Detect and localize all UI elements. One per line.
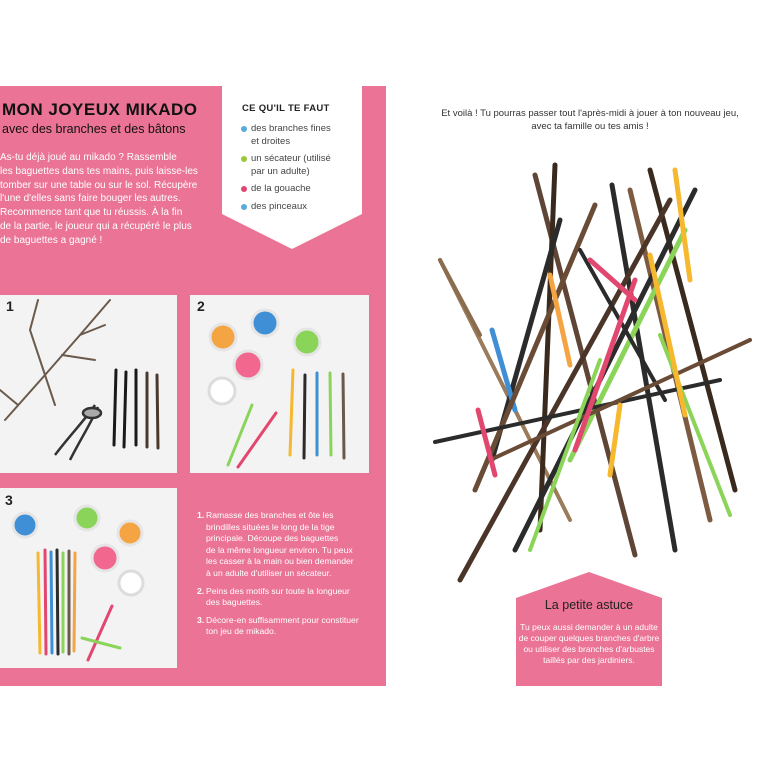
materials-item-line: des branches fines [251, 123, 331, 134]
materials-item-line: des pinceaux [251, 201, 307, 212]
branch-and-pruner-illustration [0, 295, 177, 473]
step-index: 3. [197, 614, 205, 625]
step-2-photo [190, 295, 369, 473]
instructions-list [197, 510, 369, 644]
materials-item-line: un sécateur (utilisé [251, 153, 331, 164]
step-text-line: Décore-en suffisamment pour constituer [206, 614, 359, 625]
step-number: 2 [197, 298, 205, 314]
mikado-sticks-photo [420, 160, 760, 600]
page-title: MON JOYEUX MIKADO [2, 100, 198, 119]
step-text-line: Ramasse des branches et ôte les [206, 510, 334, 520]
instruction-step [197, 615, 369, 638]
intro-line: Recommence tant que tu réussis. À la fin [0, 207, 183, 219]
tip-line: ou utiliser des branches d'arbustes [523, 644, 655, 654]
tip-line: taillés par des jardiniers. [543, 655, 635, 665]
intro-line: de baguettes a gagné ! [0, 234, 103, 246]
materials-item-line: et droites [251, 135, 291, 147]
bullet-dot-icon [241, 204, 247, 210]
step-number: 3 [5, 492, 13, 508]
step-index: 2. [197, 585, 205, 596]
intro-line: As-tu déjà joué au mikado ? Rassemble [0, 152, 177, 163]
materials-item-line: par un adulte) [251, 165, 310, 177]
materials-title: CE QU'IL TE FAUT [242, 103, 330, 114]
tip-line: de couper quelques branches d'arbre [518, 633, 660, 643]
bullet-dot-icon [241, 186, 247, 192]
instruction-step [197, 586, 369, 609]
step-1-photo [0, 295, 177, 473]
step-text-line: les casser à la main ou bien demander [206, 556, 354, 567]
intro-line: tomber sur une table ou sur le sol. Récupère [0, 179, 198, 191]
step-text-line: à un adulte d'utiliser un sécateur. [206, 567, 332, 578]
step-text-line: ton jeu de mikado. [206, 626, 277, 637]
step-text-line: brindilles situées le long de la tige [206, 521, 335, 532]
tip-title: La petite astuce [544, 598, 634, 612]
intro-paragraph [0, 151, 212, 248]
tip-text [516, 622, 662, 666]
materials-item-line: de la gouache [251, 183, 311, 194]
step-text-line: des baguettes. [206, 597, 263, 608]
paints-and-sticks-illustration [190, 295, 369, 473]
step-text-line: principale. Découpe des baguettes [206, 533, 339, 544]
tip-line: Tu peux aussi demander à un adulte [520, 622, 658, 632]
conclusion-line: Et voilà ! Tu pourras passer tout l'après-midi à jouer à ton nouveau jeu, [441, 108, 739, 119]
step-text-line: Peins des motifs sur toute la longueur [206, 585, 350, 596]
intro-line: de la partie, le joueur qui a récupéré le plus [0, 220, 192, 232]
step-index: 1. [197, 510, 205, 520]
intro-line: les baguettes dans tes mains, puis laisse-les [0, 165, 198, 177]
intro-line: l'une d'elles sans faire bouger les autres. [0, 193, 181, 205]
paints-and-bundle-illustration [0, 488, 177, 668]
bullet-dot-icon [241, 156, 247, 162]
step-number: 1 [6, 298, 14, 314]
step-3-photo [0, 488, 177, 668]
conclusion-text [440, 107, 740, 133]
bullet-dot-icon [241, 126, 247, 132]
instruction-step [197, 510, 369, 580]
step-text-line: de la même longueur environ. Tu peux [206, 544, 353, 555]
page-subtitle: avec des branches et des bâtons [2, 122, 186, 136]
conclusion-line: avec ta famille ou tes amis ! [531, 121, 649, 132]
